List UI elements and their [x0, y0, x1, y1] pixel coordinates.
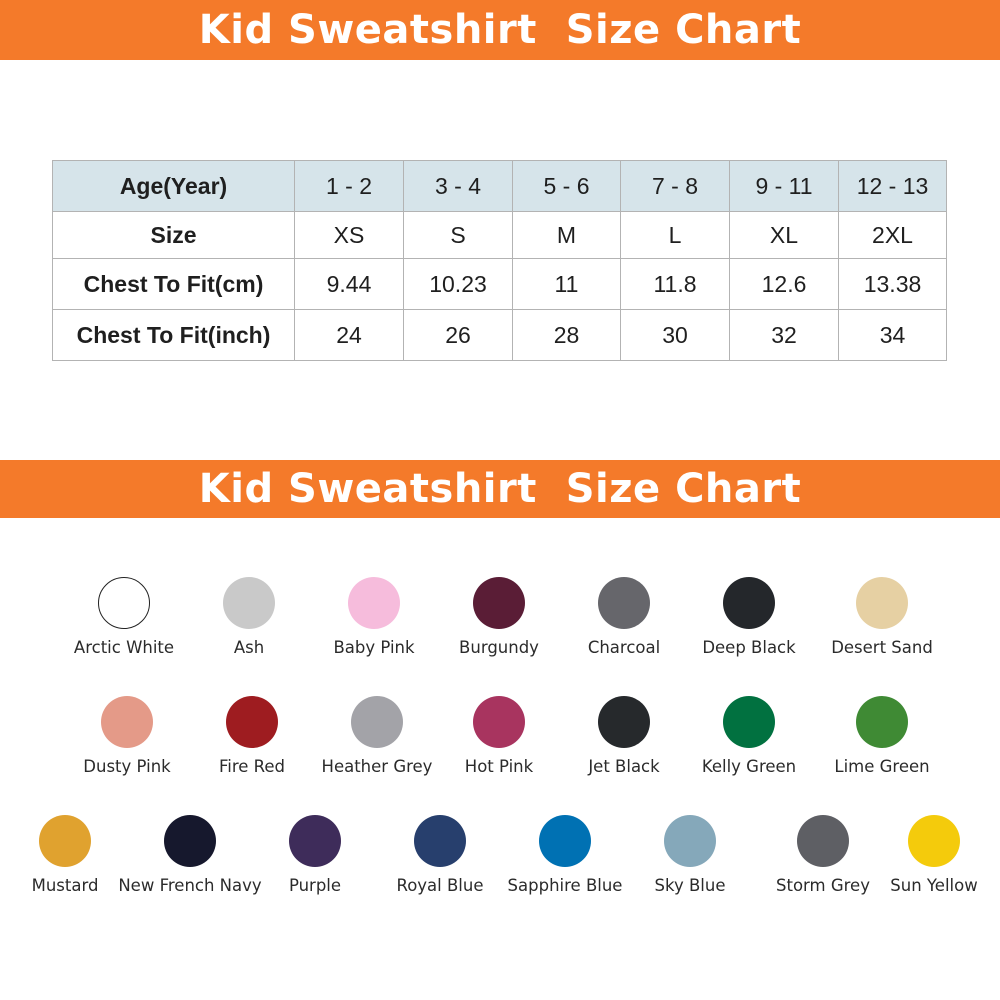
page-title: Kid Sweatshirt Size Chart: [198, 7, 802, 53]
row-label: Size: [53, 212, 295, 259]
color-section-banner: [0, 460, 1000, 518]
color-dot: [348, 577, 400, 629]
size-chart-table: [52, 160, 947, 361]
color-swatch-row: [0, 696, 1000, 796]
color-dot: [351, 696, 403, 748]
age-cell: 5 - 6: [513, 161, 621, 212]
color-name: Mustard: [31, 876, 99, 895]
size-row: [53, 212, 947, 259]
age-cell: 3 - 4: [404, 161, 513, 212]
color-name: Burgundy: [459, 638, 539, 657]
page-title-banner: [0, 0, 1000, 60]
color-name: Fire Red: [218, 757, 286, 776]
table-cell: 28: [513, 310, 621, 361]
table-cell: 2XL: [839, 212, 947, 259]
color-name: Lime Green: [834, 757, 930, 776]
table-cell: 26: [404, 310, 513, 361]
table-cell: 10.23: [404, 259, 513, 310]
color-name: Kelly Green: [701, 757, 797, 776]
color-name: Purple: [288, 876, 342, 895]
chest-inch-row: [53, 310, 947, 361]
color-dot: [289, 815, 341, 867]
row-label: Chest To Fit(cm): [53, 259, 295, 310]
color-dot: [473, 696, 525, 748]
table-cell: 24: [295, 310, 404, 361]
color-name: Deep Black: [702, 638, 796, 657]
color-name: Heather Grey: [321, 757, 433, 776]
row-label: Chest To Fit(inch): [53, 310, 295, 361]
color-dot: [39, 815, 91, 867]
color-name: Dusty Pink: [83, 757, 171, 776]
color-dot: [473, 577, 525, 629]
color-name: Royal Blue: [396, 876, 484, 895]
table-cell: XL: [730, 212, 839, 259]
table-cell: XS: [295, 212, 404, 259]
age-header-label: Age(Year): [53, 161, 295, 212]
table-cell: 11.8: [621, 259, 730, 310]
color-dot: [598, 696, 650, 748]
table-cell: S: [404, 212, 513, 259]
table-cell: L: [621, 212, 730, 259]
color-name: Sun Yellow: [890, 876, 978, 895]
color-dot: [664, 815, 716, 867]
age-cell: 7 - 8: [621, 161, 730, 212]
color-name: Desert Sand: [831, 638, 933, 657]
color-dot: [98, 577, 150, 629]
table-cell: 12.6: [730, 259, 839, 310]
table-cell: 11: [513, 259, 621, 310]
color-dot: [164, 815, 216, 867]
color-dot: [797, 815, 849, 867]
color-name: Arctic White: [73, 638, 175, 657]
table-cell: 34: [839, 310, 947, 361]
color-name: Storm Grey: [776, 876, 870, 895]
color-dot: [856, 696, 908, 748]
table-cell: 13.38: [839, 259, 947, 310]
age-cell: 12 - 13: [839, 161, 947, 212]
color-name: Hot Pink: [464, 757, 534, 776]
color-dot: [539, 815, 591, 867]
color-name: Baby Pink: [333, 638, 415, 657]
color-name: Sapphire Blue: [507, 876, 623, 895]
color-swatch-row: [0, 577, 1000, 677]
color-dot: [856, 577, 908, 629]
table-cell: M: [513, 212, 621, 259]
color-name: Ash: [233, 638, 265, 657]
table-cell: 32: [730, 310, 839, 361]
color-dot: [223, 577, 275, 629]
color-dot: [908, 815, 960, 867]
color-dot: [723, 577, 775, 629]
age-row: [53, 161, 947, 212]
color-name: Jet Black: [588, 757, 660, 776]
color-dot: [598, 577, 650, 629]
color-dot: [723, 696, 775, 748]
table-cell: 30: [621, 310, 730, 361]
age-cell: 9 - 11: [730, 161, 839, 212]
color-name: Charcoal: [587, 638, 661, 657]
color-section-title: Kid Sweatshirt Size Chart: [198, 466, 802, 512]
age-cell: 1 - 2: [295, 161, 404, 212]
color-dot: [414, 815, 466, 867]
chest-cm-row: [53, 259, 947, 310]
color-dot: [226, 696, 278, 748]
color-name: New French Navy: [118, 876, 262, 895]
color-dot: [101, 696, 153, 748]
color-name: Sky Blue: [654, 876, 726, 895]
color-swatch-row: [0, 815, 1000, 915]
table-cell: 9.44: [295, 259, 404, 310]
